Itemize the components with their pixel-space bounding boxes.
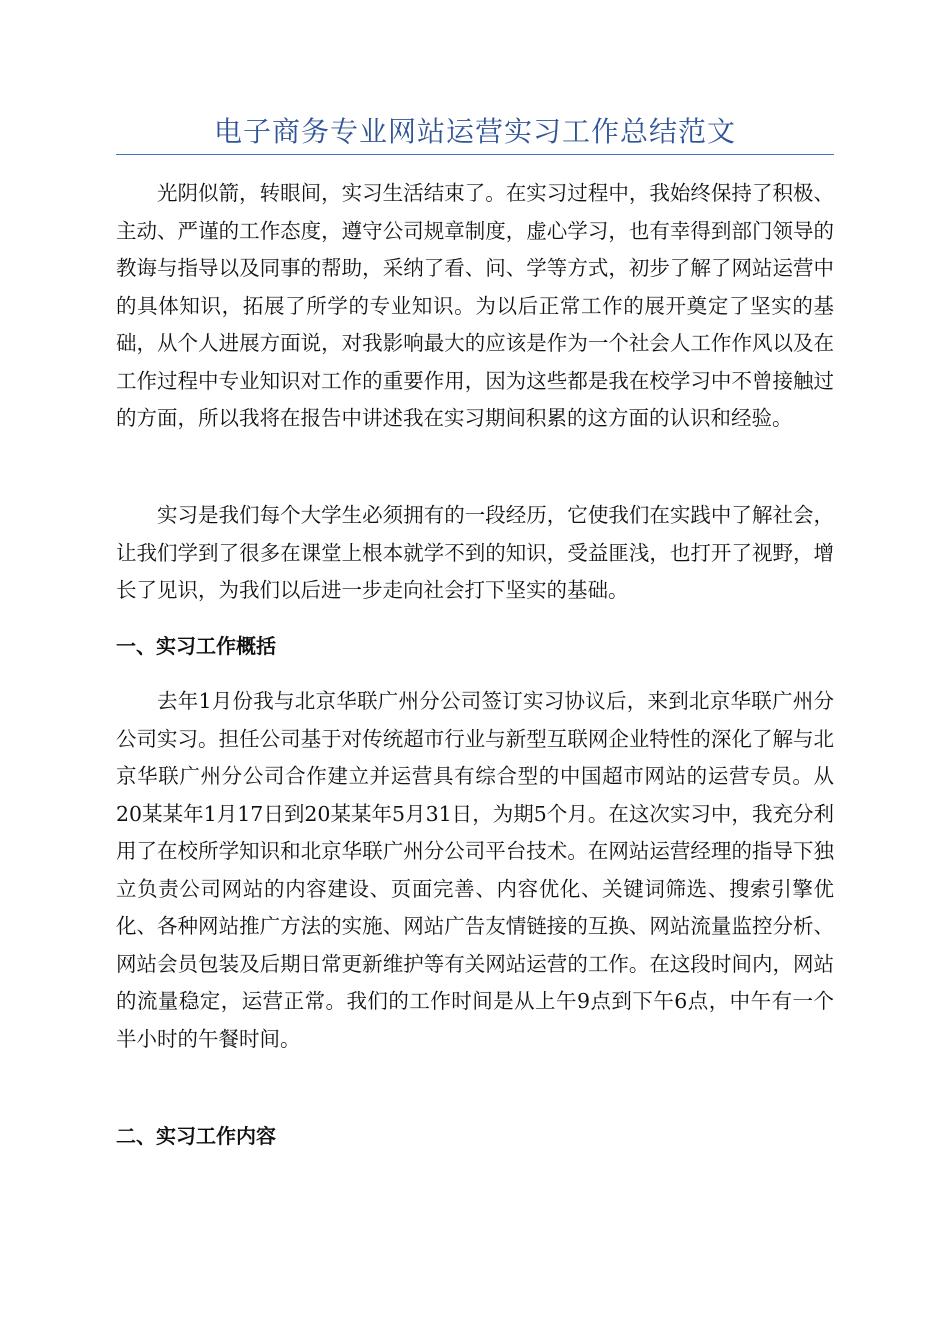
second-paragraph: 实习是我们每个大学生必须拥有的一段经历，它使我们在实践中了解社会，让我们学到了很多在课堂上根本就学不到的知识，受益匪浅，也打开了视野，增长了见识，为我们以后进一步走向社会打下坚实的基础。 (116, 503, 834, 602)
section-heading-overview: 一、实习工作概括 (116, 634, 276, 658)
document-title: 电子商务专业网站运营实习工作总结范文 (213, 115, 736, 148)
section-heading-content: 二、实习工作内容 (116, 1124, 276, 1148)
title-underline (116, 154, 834, 155)
overview-paragraph: 去年1月份我与北京华联广州分公司签订实习协议后，来到北京华联广州分公司实习。担任公司基于对传统超市行业与新型互联网企业特性的深化了解与北京华联广州分公司合作建立并运营具有综合型的中国超市网站的运营专员。从20某某年1月17日到20某某年5月31日，为期5个月。在这次实习中，我充分利用了在校所学知识和北京华联广州分公司平台技术。在网站运营经理的指导下独立负责公司网站的内容建设、页面完善、内容优化、关键词筛选、搜索引擎优化、各种网站推广方法的实施、网站广告友情链接的互换、网站流量监控分析、网站会员包装及后期日常更新维护等有关网站运营的工作。在这段时间内，网站的流量稳定，运营正常。我们的工作时间是从上午9点到下午6点，中午有一个半小时的午餐时间。 (116, 689, 834, 1051)
intro-paragraph: 光阴似箭，转眼间，实习生活结束了。在实习过程中，我始终保持了积极、主动、严谨的工作态度，遵守公司规章制度，虚心学习，也有幸得到部门领导的教诲与指导以及同事的帮助，采纳了看、问、学等方式，初步了解了网站运营中的具体知识，拓展了所学的专业知识。为以后正常工作的展开奠定了坚实的基础，从个人进展方面说，对我影响最大的应该是作为一个社会人工作作风以及在工作过程中专业知识对工作的重要作用，因为这些都是我在校学习中不曾接触过的方面，所以我将在报告中讲述我在实习期间积累的这方面的认识和经验。 (116, 181, 834, 430)
